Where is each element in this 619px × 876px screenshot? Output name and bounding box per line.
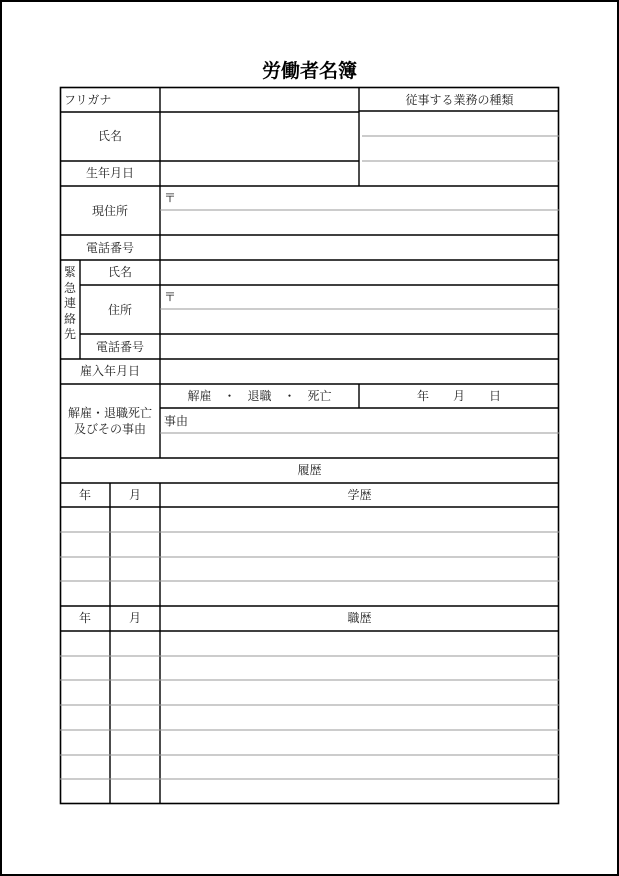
emergency-address-label: 住所 xyxy=(107,303,132,317)
phone-label: 電話番号 xyxy=(85,241,134,255)
career-year-header: 年 xyxy=(78,611,91,625)
emergency-postal-mark: 〒 xyxy=(164,290,177,304)
career-month-header: 月 xyxy=(128,611,141,625)
furigana-label: フリガナ xyxy=(64,93,112,107)
education-header: 学歴 xyxy=(347,488,372,502)
emergency-name-label: 氏名 xyxy=(107,265,132,279)
emergency-contact-label: 緊急連絡先 xyxy=(63,265,76,342)
history-header: 履歴 xyxy=(297,463,322,477)
form-title: 労働者名簿 xyxy=(261,60,357,82)
address-label: 現住所 xyxy=(91,204,128,218)
occupation-header: 従事する業務の種類 xyxy=(405,93,514,107)
postal-mark: 〒 xyxy=(164,191,177,205)
separation-label: 解雇・退職死亡及びその事由 xyxy=(67,406,152,436)
separation-date: 年 月 日 xyxy=(416,389,501,403)
birthdate-label: 生年月日 xyxy=(85,166,134,180)
emergency-phone-label: 電話番号 xyxy=(95,340,144,354)
career-header: 職歴 xyxy=(347,611,372,625)
hire-date-label: 雇入年月日 xyxy=(79,364,140,378)
name-label: 氏名 xyxy=(97,129,122,143)
education-year-header: 年 xyxy=(78,488,91,502)
education-month-header: 月 xyxy=(128,488,141,502)
separation-options: 解雇 ・ 退職 ・ 死亡 xyxy=(187,389,332,403)
reason-label: 事由 xyxy=(164,414,189,428)
